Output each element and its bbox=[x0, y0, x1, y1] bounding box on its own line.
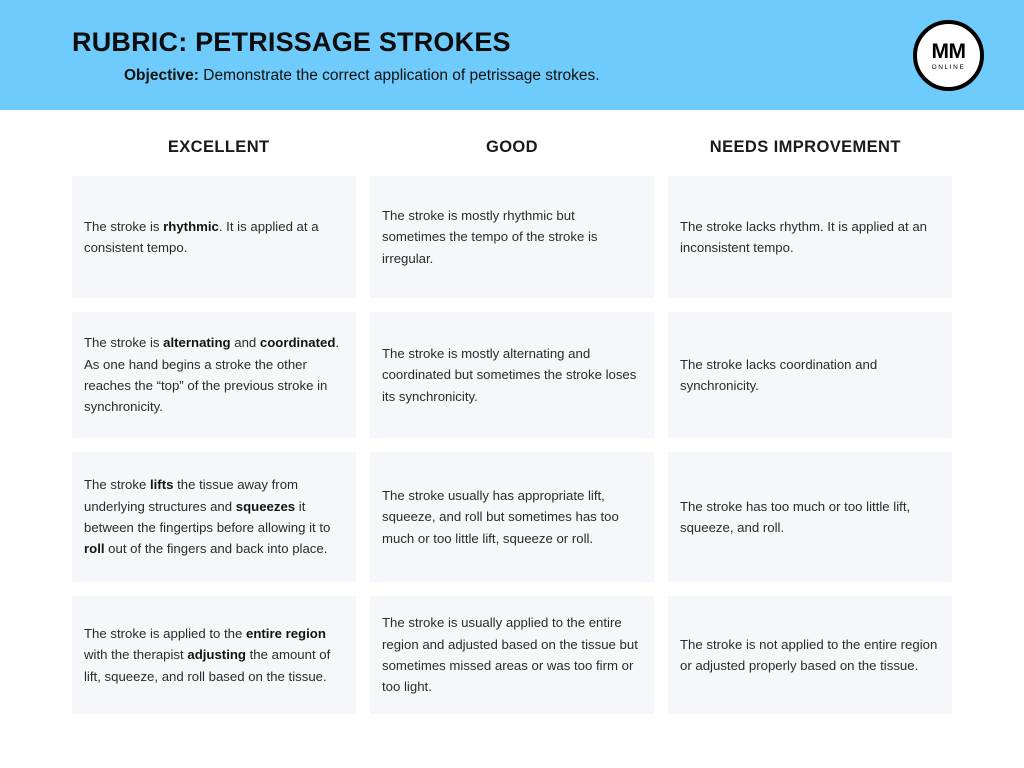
header-banner bbox=[0, 0, 1024, 110]
rubric-cell-good bbox=[370, 312, 654, 438]
rubric-cell-excellent bbox=[72, 596, 356, 714]
cell-text: The stroke is applied to the entire region with the therapist adjusting the amount of lift, squeeze, and roll based on the tissue. bbox=[84, 625, 331, 684]
rubric-cell-excellent bbox=[72, 176, 356, 298]
cell-text: The stroke lacks rhythm. It is applied at an inconsistent tempo. bbox=[680, 218, 928, 255]
rubric-cell-excellent bbox=[72, 312, 356, 438]
cell-text: The stroke is alternating and coordinated. As one hand begins a stroke the other reaches the “top” of the previous stroke in synchronicity. bbox=[84, 335, 340, 415]
page-title: RUBRIC: PETRISSAGE STROKES bbox=[72, 27, 511, 58]
rubric-cell-good bbox=[370, 452, 654, 582]
objective-label: Objective: bbox=[124, 67, 199, 85]
logo-subtitle: ONLINE bbox=[931, 63, 966, 71]
objective-text: Demonstrate the correct application of petrissage strokes. bbox=[198, 67, 600, 85]
rubric-cell-excellent bbox=[72, 452, 356, 582]
header-text-block bbox=[0, 24, 600, 85]
rubric-grid bbox=[0, 176, 1024, 714]
cell-text: The stroke lacks coordination and synchronicity. bbox=[680, 356, 878, 393]
cell-text: The stroke is rhythmic. It is applied at a consistent tempo. bbox=[84, 218, 319, 255]
cell-text: The stroke usually has appropriate lift, squeeze, and roll but sometimes has too much or too little lift, squeeze or roll. bbox=[382, 487, 619, 546]
cell-text: The stroke has too much or too little lift, squeeze, and roll. bbox=[680, 498, 911, 535]
cell-text: The stroke is usually applied to the entire region and adjusted based on the tissue but sometimes missed areas or was too firm or too light. bbox=[382, 615, 638, 695]
column-heading-good: GOOD bbox=[485, 138, 538, 156]
objective-line bbox=[72, 67, 600, 86]
rubric-cell-needs-improvement bbox=[668, 312, 952, 438]
cell-text: The stroke is mostly rhythmic but sometimes the tempo of the stroke is irregular. bbox=[382, 207, 598, 266]
rubric-cell-good bbox=[370, 596, 654, 714]
column-headings bbox=[0, 138, 1024, 157]
logo-initials: MM bbox=[931, 39, 966, 63]
cell-text: The stroke is not applied to the entire region or adjusted properly based on the tissue. bbox=[680, 636, 938, 673]
rubric-cell-needs-improvement bbox=[668, 596, 952, 714]
rubric-cell-needs-improvement bbox=[668, 452, 952, 582]
mm-online-logo bbox=[913, 20, 984, 91]
rubric-cell-needs-improvement bbox=[668, 176, 952, 298]
column-heading-excellent: EXCELLENT bbox=[167, 138, 270, 156]
rubric-row bbox=[72, 452, 952, 582]
cell-text: The stroke is mostly alternating and coordinated but sometimes the stroke loses its synchronicity. bbox=[382, 345, 637, 404]
column-heading-needs-improvement: NEEDS IMPROVEMENT bbox=[709, 138, 901, 156]
rubric-row bbox=[72, 596, 952, 714]
rubric-row bbox=[72, 176, 952, 298]
cell-text: The stroke lifts the tissue away from underlying structures and squeezes it between the fingertips before allowing it to roll out of the fingers and back into place. bbox=[84, 477, 331, 557]
rubric-row bbox=[72, 312, 952, 438]
rubric-cell-good bbox=[370, 176, 654, 298]
